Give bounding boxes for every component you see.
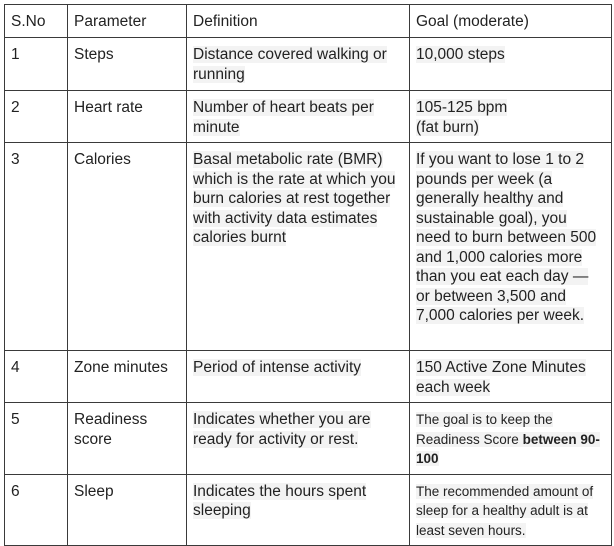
goal-text: The recommended amount of sleep for a healthy adult is at least seven hours.	[416, 483, 594, 538]
goal-text	[416, 412, 600, 466]
cell-goal	[410, 38, 612, 91]
header-row	[5, 5, 612, 38]
goal-text: 105-125 bpm	[416, 99, 508, 116]
goal-text-line	[416, 118, 605, 138]
cell-sno: 2	[5, 91, 68, 143]
header-goal: Goal (moderate)	[410, 5, 612, 38]
goal-note: (fat burn)	[416, 118, 479, 136]
table-header	[5, 5, 612, 38]
goal-prefix: The goal is to keep the Readiness Score	[416, 412, 553, 447]
cell-definition	[187, 91, 410, 143]
cell-definition	[187, 474, 410, 546]
goal-text: 150 Active Zone Minutes each week	[416, 359, 586, 396]
cell-sno: 3	[5, 143, 68, 351]
table-row	[5, 474, 612, 546]
goal-text-line	[416, 98, 605, 118]
cell-parameter: Steps	[68, 38, 187, 91]
cell-definition	[187, 38, 410, 91]
definition-text: Distance covered walking or running	[193, 46, 387, 83]
header-definition: Definition	[187, 5, 410, 38]
table-row	[5, 351, 612, 403]
table-row	[5, 38, 612, 91]
cell-parameter: Sleep	[68, 474, 187, 546]
cell-parameter: Calories	[68, 143, 187, 351]
definition-text: Indicates the hours spent sleeping	[193, 482, 367, 519]
definition-text: Number of heart beats per minute	[193, 99, 374, 136]
table-row	[5, 403, 612, 475]
cell-parameter: Readiness score	[68, 403, 187, 475]
cell-goal	[410, 91, 612, 143]
definition-text: Basal metabolic rate (BMR) which is the rate at which you burn calories at rest together with activity data estimates calories burnt	[193, 151, 396, 246]
cell-definition	[187, 143, 410, 351]
header-parameter: Parameter	[68, 5, 187, 38]
table-row	[5, 91, 612, 143]
cell-sno: 1	[5, 38, 68, 91]
cell-goal	[410, 474, 612, 546]
goal-text: If you want to lose 1 to 2 pounds per week (a generally healthy and sustainable goal), you need to burn between 500 and 1,000 calories more than you eat each day — or between 3,500 and 7,000 calories per week.	[416, 151, 597, 324]
cell-parameter: Zone minutes	[68, 351, 187, 403]
cell-goal	[410, 403, 612, 475]
parameters-table	[4, 4, 612, 546]
definition-text: Indicates whether you are ready for activity or rest.	[193, 411, 371, 448]
cell-sno: 4	[5, 351, 68, 403]
cell-sno: 6	[5, 474, 68, 546]
header-sno: S.No	[5, 5, 68, 38]
cell-sno: 5	[5, 403, 68, 475]
cell-definition	[187, 351, 410, 403]
cell-parameter: Heart rate	[68, 91, 187, 143]
goal-bold-text: between 90-100	[416, 431, 600, 466]
table-body	[5, 38, 612, 546]
cell-goal	[410, 143, 612, 351]
cell-goal	[410, 351, 612, 403]
goal-text: 10,000 steps	[416, 46, 505, 63]
definition-text: Period of intense activity	[193, 359, 362, 376]
table-row	[5, 143, 612, 351]
cell-definition	[187, 403, 410, 475]
